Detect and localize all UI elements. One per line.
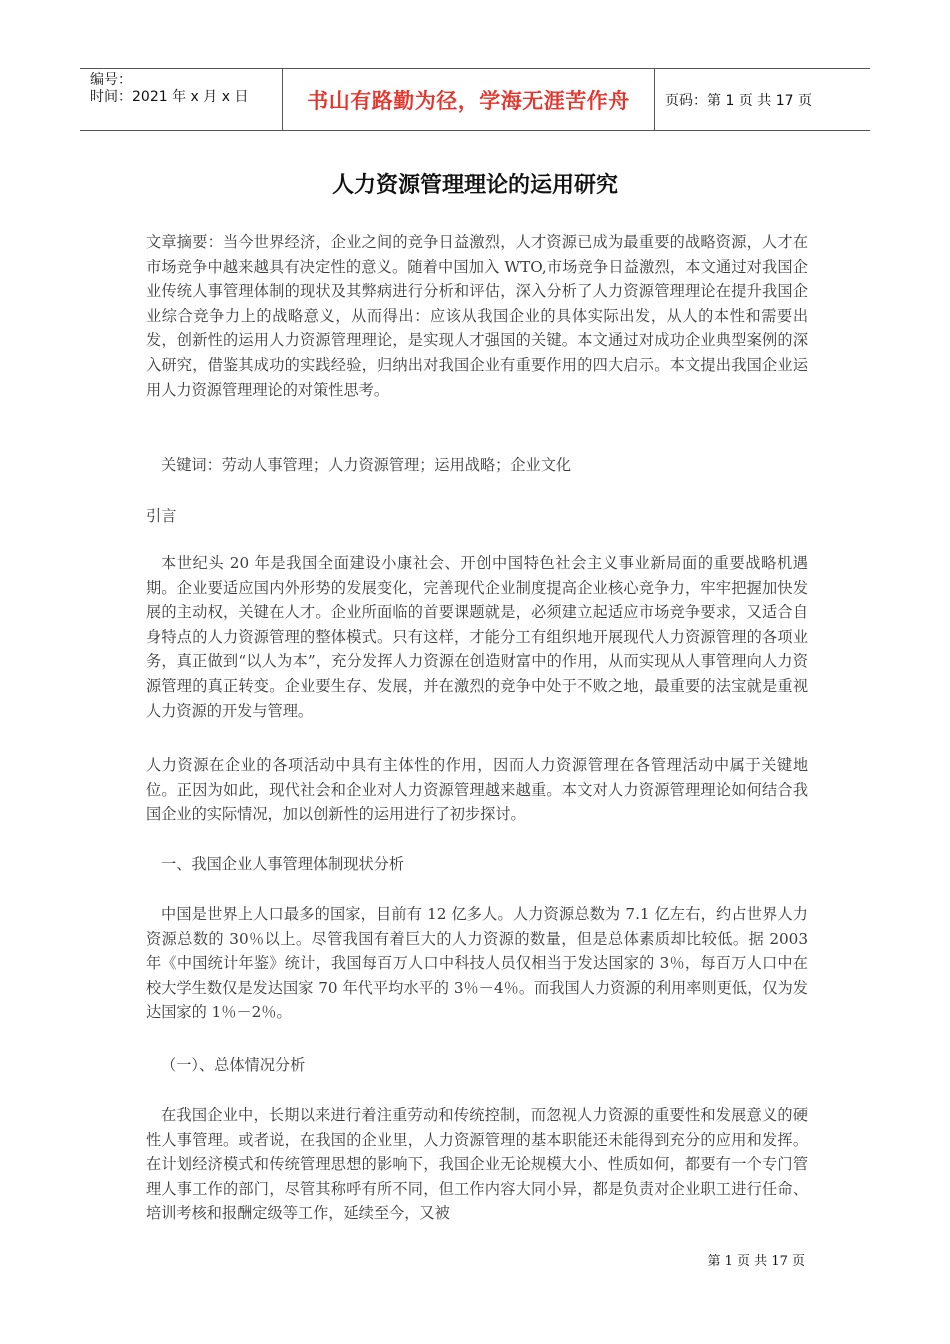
abstract-paragraph: 文章摘要：当今世界经济，企业之间的竞争日益激烈，人才资源已成为最重要的战略资源，人才在市场竞争中越来越具有决定性的意义。随着中国加入 WTO,市场竞争日益激烈，本文通过对我国企业传统人事管理体制的现状及其弊病进行分析和评估，深入分析了人力资源管理理论在提升我国企业综合竞争力上的战略意义，从而得出：应该从我国企业的具体实际出发，从人的本性和需要出发，创新性的运用人力资源管理理论，是实现人才强国的关键。本文通过对成功企业典型案例的深入研究，借鉴其成功的实践经验，归纳出对我国企业有重要作用的四大启示。本文提出我国企业运用人力资源管理理论的对策性思考。 bbox=[146, 233, 808, 399]
section-1-paragraph-1: 中国是世界上人口最多的国家，目前有 12 亿多人。人力资源总数为 7.1 亿左右，约占世界人力资源总数的 30％以上。尽管我国有着巨大的人力资源的数量，但是总体素质却比较低。据 2003 年《中国统计年鉴》统计，我国每百万人口中科技人员仅相当于发达国家的 3％，每百万人口中在校大学生数仅是发达国家 70 年代平均水平的 3％－4％。而我国人力资源的利用率则更低，仅为发达国家的 1％－2％。 bbox=[146, 905, 808, 1022]
header-left-cell bbox=[80, 69, 282, 130]
subsection-1-heading: （一）、总体情况分析 bbox=[161, 1056, 306, 1074]
header-motto-cell bbox=[282, 69, 655, 130]
footer-page-label: 第 1 页 共 17 页 bbox=[707, 1254, 805, 1269]
header-page-cell bbox=[655, 69, 870, 130]
document-date-label: 时间：2021 年 x 月 x 日 bbox=[90, 89, 249, 105]
header-page-label: 页码：第 1 页 共 17 页 bbox=[665, 92, 812, 109]
intro-paragraph-2: 人力资源在企业的各项活动中具有主体性的作用，因而人力资源管理在各管理活动中属于关键地位。正因为如此，现代社会和企业对人力资源管理越来越重。本文对人力资源管理理论如何结合我国企业的实际情况，加以创新性的运用进行了初步探讨。 bbox=[146, 756, 808, 824]
intro-heading: 引言 bbox=[146, 507, 177, 525]
keywords-line: 关键词：劳动人事管理；人力资源管理；运用战略；企业文化 bbox=[161, 456, 572, 474]
header-table bbox=[80, 68, 870, 131]
document-title: 人力资源管理理论的运用研究 bbox=[331, 173, 618, 198]
header-motto: 书山有路勤为径，学海无涯苦作舟 bbox=[307, 88, 630, 113]
subsection-1-paragraph-1: 在我国企业中，长期以来进行着注重劳动和传统控制，而忽视人力资源的重要性和发展意义的硬性人事管理。或者说，在我国的企业里，人力资源管理的基本职能还未能得到充分的应用和发挥。在计划经济模式和传统管理思想的影响下，我国企业无论规模大小、性质如何，都要有一个专门管理人事工作的部门，尽管其称呼有所不同，但工作内容大同小异，都是负责对企业职工进行任命、培训考核和报酬定级等工作，延续至今，又被 bbox=[146, 1106, 808, 1223]
intro-paragraph-1: 本世纪头 20 年是我国全面建设小康社会、开创中国特色社会主义事业新局面的重要战略机遇期。企业要适应国内外形势的发展变化，完善现代企业制度提高企业核心竞争力，牢牢把握加快发展的主动权，关键在人才。企业所面临的首要课题就是，必须建立起适应市场竞争要求，又适合自身特点的人力资源管理的整体模式。只有这样，才能分工有组织地开展现代人力资源管理的各项业务，真正做到“以人为本”，充分发挥人力资源在创造财富中的作用，从而实现从人事管理向人力资源管理的真正转变。企业要生存、发展，并在激烈的竞争中处于不败之地，最重要的法宝就是重视人力资源的开发与管理。 bbox=[146, 554, 808, 720]
document-number-label: 编号： bbox=[90, 72, 132, 88]
section-1-heading: 一、我国企业人事管理体制现状分析 bbox=[161, 855, 404, 873]
